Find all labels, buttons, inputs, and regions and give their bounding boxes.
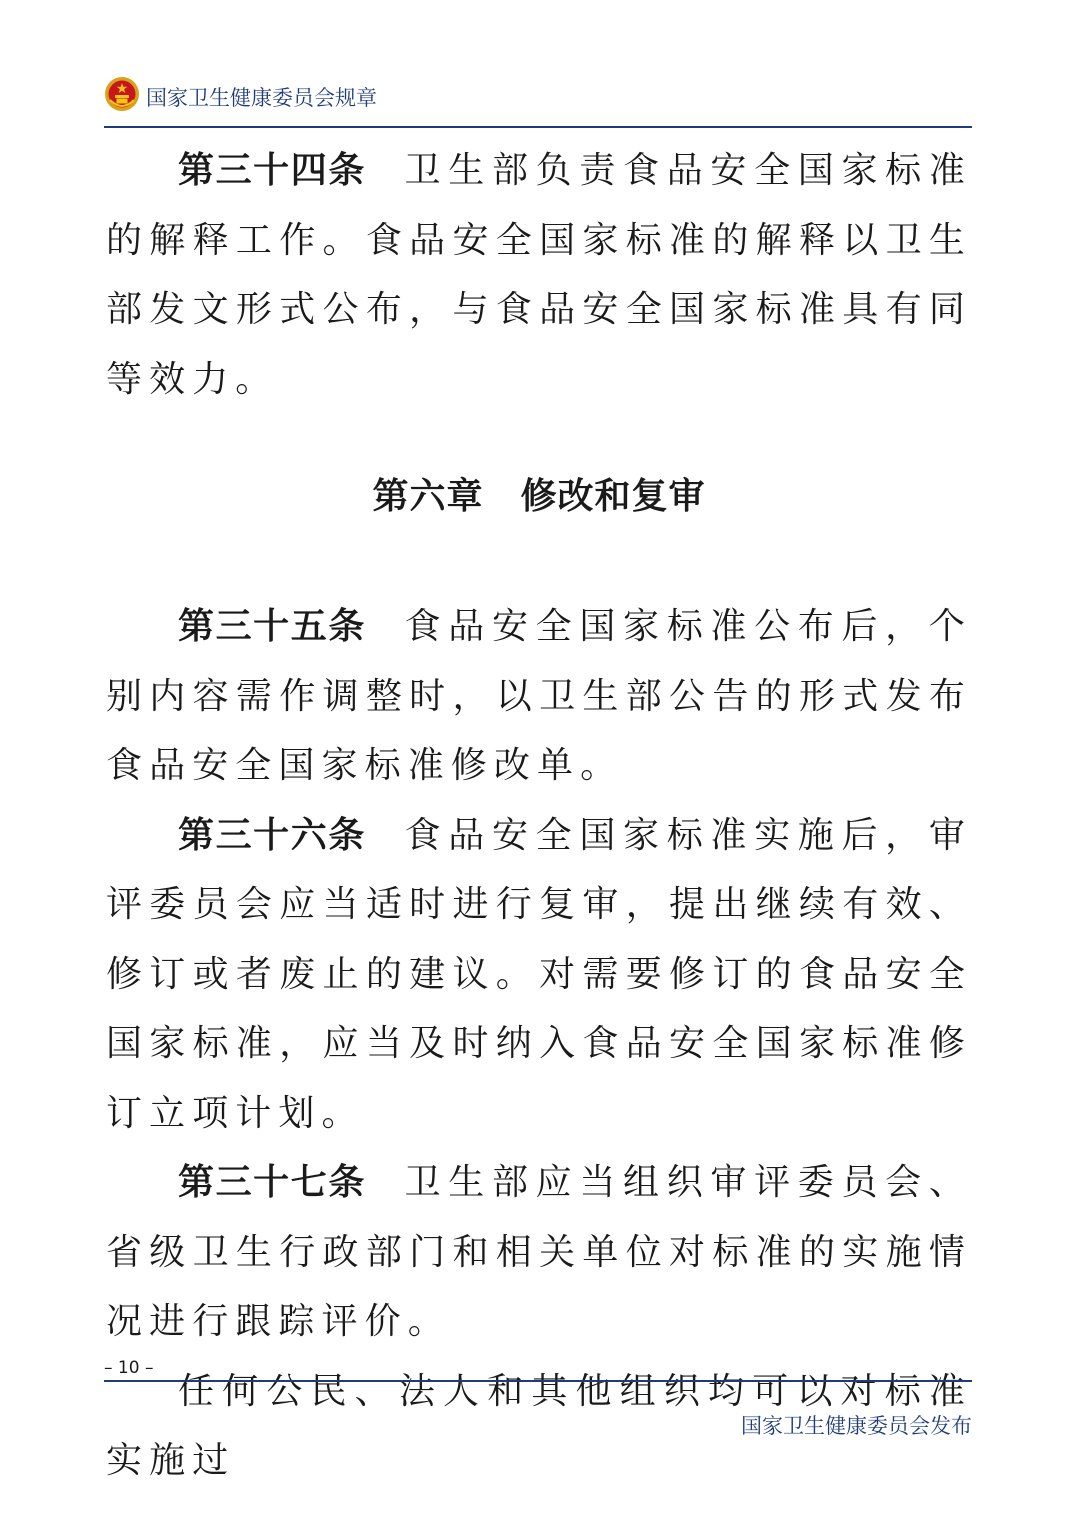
article-text: 食品安全国家标准公布后，个别内容需作调整时，以卫生部公告的形式发布食品安全国家标准修改单。 [106, 606, 972, 786]
chapter-heading: 第六章 修改和复审 [372, 476, 706, 517]
article-text: 食品安全国家标准实施后，审评委员会应当适时进行复审，提出继续有效、修订或者废止的建议。对需要修订的食品安全国家标准，应当及时纳入食品安全国家标准修订立项计划。 [106, 814, 972, 1134]
trailing-paragraph: 任何公民、法人和其他组织均可以对标准实施过 [106, 1370, 972, 1481]
header-title: 国家卫生健康委员会规章 [146, 86, 377, 110]
footer-publisher: 国家卫生健康委员会发布 [741, 1414, 972, 1438]
page-header [104, 72, 972, 122]
national-emblem-icon [104, 76, 140, 112]
article-36 [106, 801, 972, 1149]
article-label: 第三十六条 [178, 814, 366, 856]
article-text: 卫生部应当组织审评委员会、省级卫生行政部门和相关单位对标准的实施情况进行跟踪评价。 [106, 1162, 972, 1342]
footer-divider [104, 1380, 972, 1382]
header-divider [104, 126, 972, 128]
article-35 [106, 592, 972, 801]
article-37 [106, 1148, 972, 1357]
document-body [106, 136, 972, 1496]
article-34 [106, 136, 972, 414]
article-label: 第三十七条 [178, 1162, 366, 1203]
article-label: 第三十四条 [178, 150, 366, 191]
article-text: 卫生部负责食品安全国家标准的解释工作。食品安全国家标准的解释以卫生部发文形式公布，与食品安全国家标准具有同等效力。 [106, 150, 972, 400]
page-number: – 10 – [104, 1358, 154, 1378]
article-label: 第三十五条 [178, 606, 366, 647]
